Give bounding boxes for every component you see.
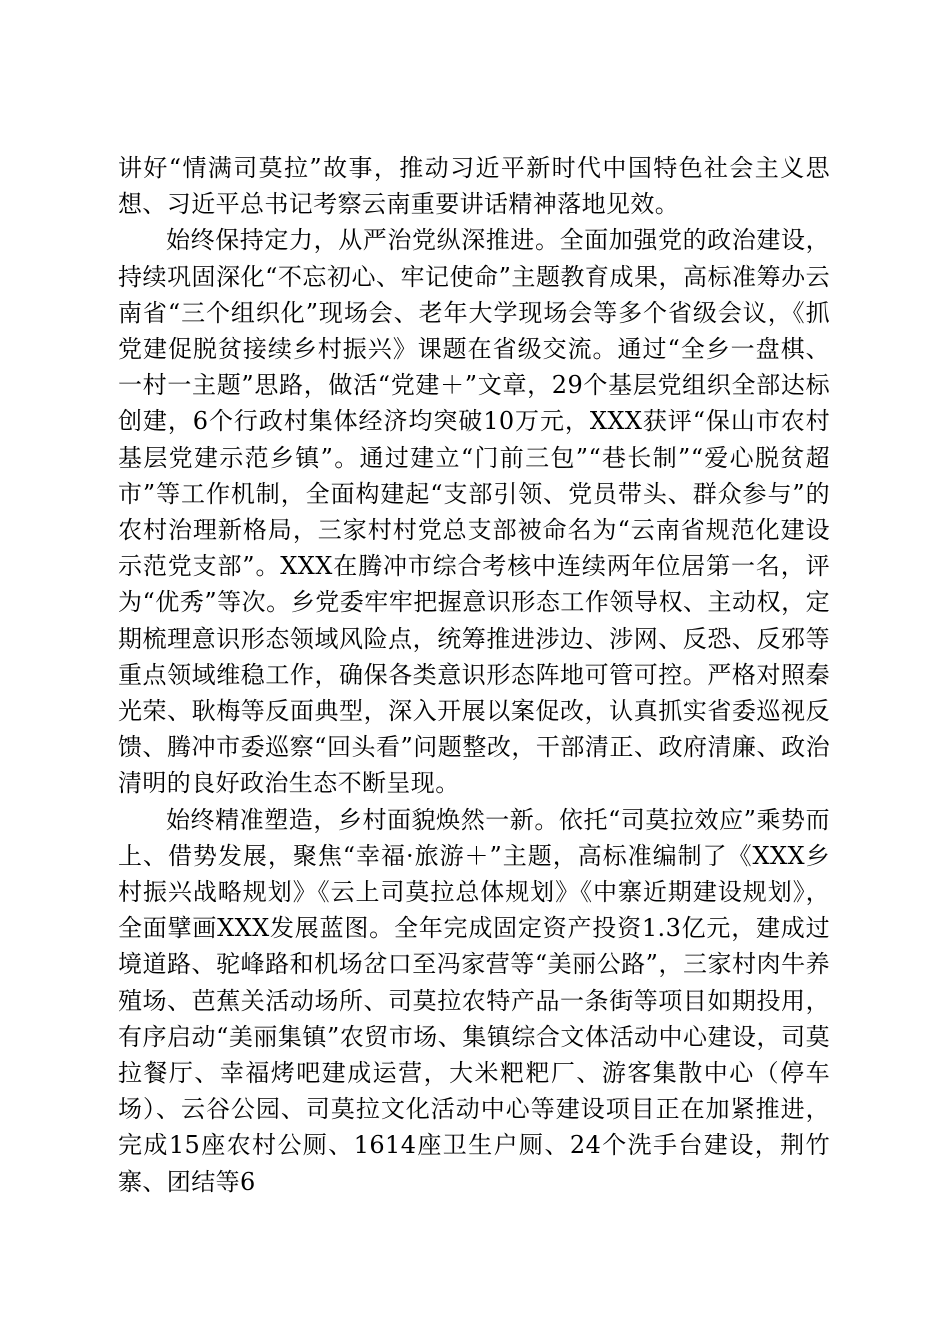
paragraph-rural-appearance: 始终精准塑造，乡村面貌焕然一新。依托“司莫拉效应”乘势而上、借势发展，聚焦“幸福·旅游＋”主题，高标准编制了《XXX乡村振兴战略规划》《云上司莫拉总体规划》《中寨近期建设规划》，全面擘画XXX发展蓝图。全年完成固定资产投资1.3亿元，建成过境道路、驼峰路和机场岔口至冯家营等“美丽公路”，三家村肉牛养殖场、芭蕉关活动场所、司莫拉农特产品一条街等项目如期投用，有序启动“美丽集镇”农贸市场、集镇综合文体活动中心建设，司莫拉餐厅、幸福烤吧建成运营，大米粑粑厂、游客集散中心（停车场）、云谷公园、司莫拉文化活动中心等建设项目正在加紧推进，完成15座农村公厕、1614座卫生户厕、24个洗手台建设，荆竹寨、团结等6: [118, 805, 830, 1196]
paragraph-continuation: 讲好“情满司莫拉”故事，推动习近平新时代中国特色社会主义思想、习近平总书记考察云南重要讲话精神落地见效。: [118, 154, 830, 219]
document-page: [118, 150, 830, 1200]
paragraph-party-building: 始终保持定力，从严治党纵深推进。全面加强党的政治建设，持续巩固深化“不忘初心、牢记使命”主题教育成果，高标准筹办云南省“三个组织化”现场会、老年大学现场会等多个省级会议，《抓党建促脱贫接续乡村振兴》课题在省级交流。通过“全乡一盘棋、一村一主题”思路，做活“党建＋”文章，29个基层党组织全部达标创建，6个行政村集体经济均突破10万元，XXX获评“保山市农村基层党建示范乡镇”。通过建立“门前三包”“巷长制”“爱心脱贫超市”等工作机制，全面构建起“支部引领、党员带头、群众参与”的农村治理新格局，三家村村党总支部被命名为“云南省规范化建设示范党支部”。XXX在腾冲市综合考核中连续两年位居第一名，评为“优秀”等次。乡党委牢牢把握意识形态工作领导权、主动权，定期梳理意识形态领域风险点，统筹推进涉边、涉网、反恐、反邪等重点领域维稳工作，确保各类意识形态阵地可管可控。严格对照秦光荣、耿梅等反面典型，深入开展以案促改，认真抓实省委巡视反馈、腾冲市委巡察“回头看”问题整改，干部清正、政府清廉、政治清明的良好政治生态不断呈现。: [118, 226, 830, 798]
